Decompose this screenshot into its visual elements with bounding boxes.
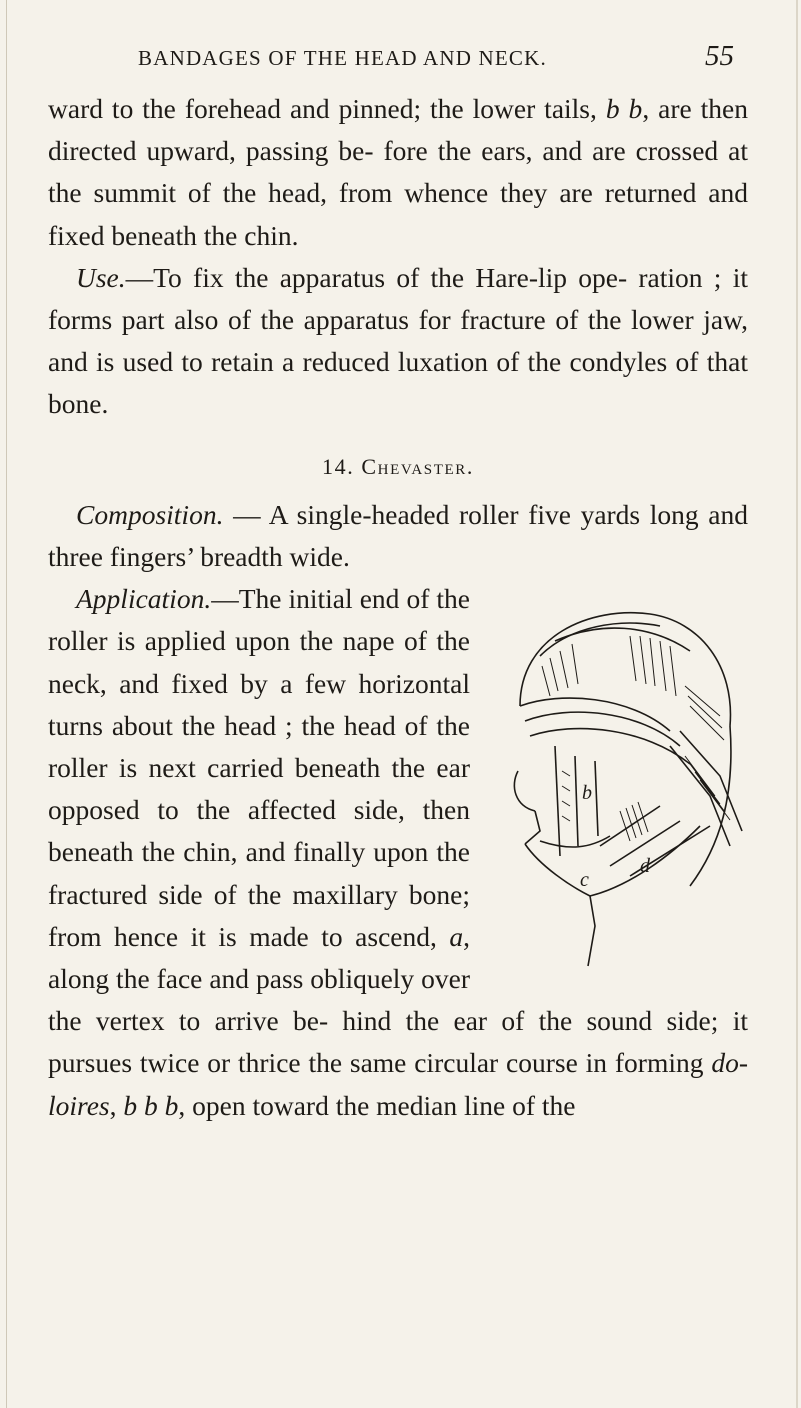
application-text-1: —The initial end of the roller is applied upon the nape of the neck, and fixed by a few horizontal turns about the head ; the head of the roller is next carried beneath the ear opposed to the affected side, then beneath the chin, and finally upon the fractured side of the maxillary bone; from hence it is made to ascend, — [48, 583, 470, 952]
book-page — [48, 36, 748, 1127]
use-text: —To fix the apparatus of the Hare-lip ope- ration ; it forms part also of the apparatus for fracture of the lower jaw, and is used to retain a reduced luxation of the condyles of that bone. — [48, 261, 748, 420]
figure-label-b: b — [582, 782, 592, 805]
running-head: BANDAGES OF THE HEAD AND NECK. — [138, 46, 547, 70]
application-text-3: , — [109, 1089, 124, 1121]
application-text-2: , along the face and pass obliquely over the vertex to arrive be- hind the ear of the sound side; it pursues twice or thrice the same circular course in forming — [48, 920, 748, 1079]
paragraph-use — [48, 257, 748, 426]
application-italic-bbb: b b b — [123, 1089, 179, 1121]
chevaster-bandage-illustration — [480, 596, 748, 976]
para1-italic-bb: b b — [605, 93, 643, 124]
application-italic-a: a — [449, 920, 464, 952]
application-text-4: , open toward the median line of the — [178, 1089, 576, 1121]
para1-text-1: ward to the forehead and pinned; the lower tails, — [48, 93, 606, 124]
body-text — [48, 88, 748, 1127]
page-edge-left — [6, 0, 7, 1408]
page-number: 55 — [705, 40, 734, 72]
paragraph-1 — [48, 88, 748, 257]
paragraph-composition — [48, 494, 748, 578]
use-label: Use. — [76, 261, 126, 293]
application-italic-doloires: do- loires — [48, 1047, 748, 1121]
page-header — [48, 36, 748, 76]
para1-text-2: , are then directed upward, passing be- fore the ears, and are crossed at the summit of the head, from whence they are returned and fixed beneath the chin. — [48, 93, 749, 251]
figure-label-d: d — [640, 855, 650, 878]
head-bandage-drawing — [480, 596, 748, 976]
page-edge-right — [796, 0, 798, 1408]
section-heading: 14. Chevaster. — [322, 453, 474, 479]
composition-label: Composition. — [76, 498, 224, 530]
composition-text: — A single-headed roller five yards long and three fingers’ breadth wide. — [48, 498, 748, 573]
application-label: Application. — [76, 583, 212, 615]
figure-label-c: c — [580, 869, 589, 892]
